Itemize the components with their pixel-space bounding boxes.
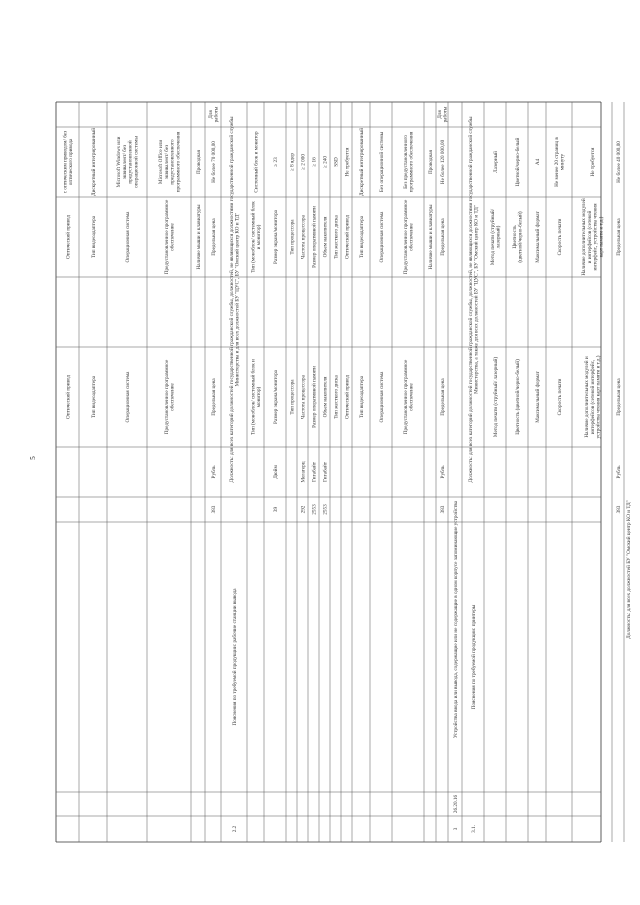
cell-characteristic: Метод печати (струйный/лазерный): [489, 208, 502, 266]
cell-characteristic: Предустановленное программноеобеспечение: [402, 199, 415, 275]
cell-characteristic: Тип процессора: [289, 219, 296, 255]
cell-characteristic: Цветность(цветной/черно-белый): [511, 211, 524, 263]
cell-value: Не требуется: [344, 147, 351, 177]
cell-characteristic: Размер оперативной памяти: [311, 206, 318, 268]
section-title: Устройства ввода или вывода, содержащие или не содержащие в одном корпусе запоминающие устройства: [452, 500, 459, 739]
cell-value: Не более 120 000,00: [439, 139, 446, 185]
cell-value: Microsoft Office илиэквивалент/ безпредустановленногопрограммного обеспечения: [158, 131, 182, 193]
cell-characteristic: Частота процессора: [300, 215, 307, 259]
cell-unit: Рубль: [439, 465, 446, 479]
cell-characteristic-name: Цветность (цветной/черно-белый): [514, 359, 521, 435]
cell-value: A4: [534, 158, 541, 166]
footer-position-text: Должность: для всех должностей БУ "Омский центр КО и ТД": [625, 500, 632, 639]
cell-okei-code: 2553: [322, 504, 329, 515]
section-number: 2.2: [231, 825, 238, 833]
cell-note: Дляработы: [436, 106, 449, 123]
cell-characteristic: Тип (моноблок/ системный блоки монитор): [250, 201, 263, 273]
cell-okei-code: 383: [439, 505, 446, 514]
page-number: 5: [28, 456, 37, 460]
cell-characteristic-name: Максимальный формат: [534, 371, 541, 423]
cell-characteristic: Наличие дополнительных модулейи интерфейсов (сетевойинтерфейс, устройства чтениякарт памяти и т.д.): [581, 198, 605, 276]
cell-characteristic: Объем накопителя: [322, 216, 329, 258]
cell-okei-code: 383: [615, 505, 622, 514]
cell-value: ≥ 8 ядер: [289, 153, 296, 171]
cell-characteristic-name: Операционная система: [124, 371, 131, 423]
cell-value: Не более 70 000,00: [210, 141, 217, 183]
position-text: Должность: для всех категорий должностей государственной гражданской службы, должностей, не являющихся должностями государственной гражданской службыМинистерства и для всех должностей БУ "ЦУС", БУ "Омский центр КО и ТД": [228, 116, 241, 483]
section-number: 3.1.: [470, 825, 477, 833]
cell-value: Цветной/черно-белый: [514, 137, 521, 187]
cell-value: Не более 40 000,00: [615, 141, 622, 183]
cell-characteristic: Тип жесткого диска: [333, 215, 340, 259]
cell-characteristic-name: Размер экрана/монитора: [272, 370, 279, 424]
cell-okei-code: 2553: [311, 504, 318, 515]
cell-note: Дляработы: [207, 106, 220, 123]
cell-value: Без предустановленногопрограммного обеспечения: [402, 131, 415, 193]
cell-unit: Рубль: [615, 465, 622, 479]
cell-characteristic-name: Предельная цена: [439, 378, 446, 416]
cell-characteristic: Предельная цена: [210, 218, 217, 256]
cell-characteristic-name: Оптический привод: [65, 375, 72, 419]
cell-characteristic: Предельная цена: [615, 218, 622, 256]
cell-characteristic-name: Скорость печати: [556, 378, 563, 416]
cell-characteristic-name: Предельная цена: [615, 378, 622, 416]
cell-characteristic-name: Объем накопителя: [322, 376, 329, 418]
cell-value: Microsoft Windows илиэквивалент/ безпредустановленнойоперационной системы: [116, 136, 140, 188]
cell-value: с оптическим приводом/ безоптического привода: [62, 130, 75, 194]
cell-value: Дискретный интегрированный: [90, 128, 97, 196]
cell-characteristic: Наличие мыши и клавиатуры: [195, 204, 202, 270]
section-number: 3: [452, 827, 459, 831]
cell-value: ≥ 16: [311, 157, 318, 167]
cell-value: Не менее 20 страниц вминуту: [553, 137, 566, 187]
cell-unit: Рубль: [210, 465, 217, 479]
cell-characteristic-name: Операционная система: [378, 371, 385, 423]
cell-okei-code: 39: [272, 506, 279, 513]
cell-okei-code: 292: [300, 505, 307, 514]
cell-characteristic: Предельная цена: [439, 218, 446, 256]
cell-value: ≥ 2 000: [300, 154, 307, 170]
cell-characteristic-name: Тип (моноблок/ системный блок имонитор): [250, 359, 263, 435]
cell-value: ≥ 240: [322, 156, 329, 168]
cell-characteristic-name: Размер оперативной памяти: [311, 366, 318, 428]
cell-characteristic-name: Предельная цена: [210, 378, 217, 416]
rotated-table-sheet: [56, 102, 632, 842]
cell-value: SSD: [333, 157, 340, 167]
cell-characteristic-name: Тип видеоадаптера: [90, 375, 97, 419]
cell-value: Без операционной системы: [378, 131, 385, 193]
section-title: Пояснения по требуемой продукции: принтеры: [470, 604, 477, 710]
section-title: Пояснения по требуемой продукции: рабочие станции вывода: [231, 588, 238, 726]
cell-characteristic: Предустановленное программноеобеспечение: [163, 199, 176, 275]
cell-characteristic: Операционная система: [124, 211, 131, 263]
okpd-code: 26.20.16: [452, 794, 459, 814]
cell-unit: Гигабайт: [311, 462, 318, 482]
cell-characteristic: Максимальный формат: [534, 211, 541, 263]
cell-value: Дискретный интегрированный: [358, 128, 365, 196]
cell-characteristic-name: Тип жесткого диска: [333, 375, 340, 419]
cell-characteristic: Скорость печати: [556, 218, 563, 256]
cell-characteristic: Операционная система: [378, 211, 385, 263]
cell-okei-code: 383: [210, 505, 217, 514]
cell-value: Системный блок и монитор: [253, 131, 260, 193]
cell-characteristic-name: Тип процессора: [289, 379, 296, 415]
cell-characteristic-name: Предустановленное программноеобеспечение: [402, 359, 415, 435]
cell-characteristic: Оптический привод: [65, 215, 72, 259]
cell-characteristic: Размер экрана/монитора: [272, 210, 279, 264]
cell-value: Проводная: [195, 150, 202, 174]
cell-characteristic-name: Метод печати (струйный/ лазерный): [492, 356, 499, 438]
cell-value: ≥ 23: [272, 157, 279, 167]
cell-unit: Мегагерц: [300, 461, 307, 483]
cell-value: Не требуется: [589, 147, 596, 177]
cell-characteristic-name: Тип видеоадаптера: [358, 375, 365, 419]
cell-characteristic: Тип видеоадаптера: [358, 215, 365, 259]
cell-value: Лазерный: [492, 151, 499, 173]
cell-unit: Дюйм: [272, 465, 279, 479]
position-text: Должность: для всех категорий должностей государственной гражданской службы, должностей, не являющихся должностями государственной гражданской службыМинистерства, а также для всех должностей БУ "ЦУС", БУ "Омский центр КО и ТД": [467, 116, 480, 483]
cell-characteristic: Тип видеоадаптера: [90, 215, 97, 259]
cell-characteristic-name: Наличие дополнительных модулей иинтерфейсов (сетевой интерфейс,устройства чтения карт памяти и т.д.): [584, 355, 602, 439]
specification-table: [56, 102, 632, 842]
cell-characteristic-name: Частота процессора: [300, 375, 307, 419]
cell-unit: Гигабайт: [322, 462, 329, 482]
cell-characteristic-name: Оптический привод: [344, 375, 351, 419]
cell-value: Проводная: [427, 150, 434, 174]
cell-characteristic: Наличие мыши и клавиатуры: [427, 204, 434, 270]
cell-characteristic-name: Предустановленное программноеобеспечение: [163, 359, 176, 435]
cell-characteristic: Оптический привод: [344, 215, 351, 259]
